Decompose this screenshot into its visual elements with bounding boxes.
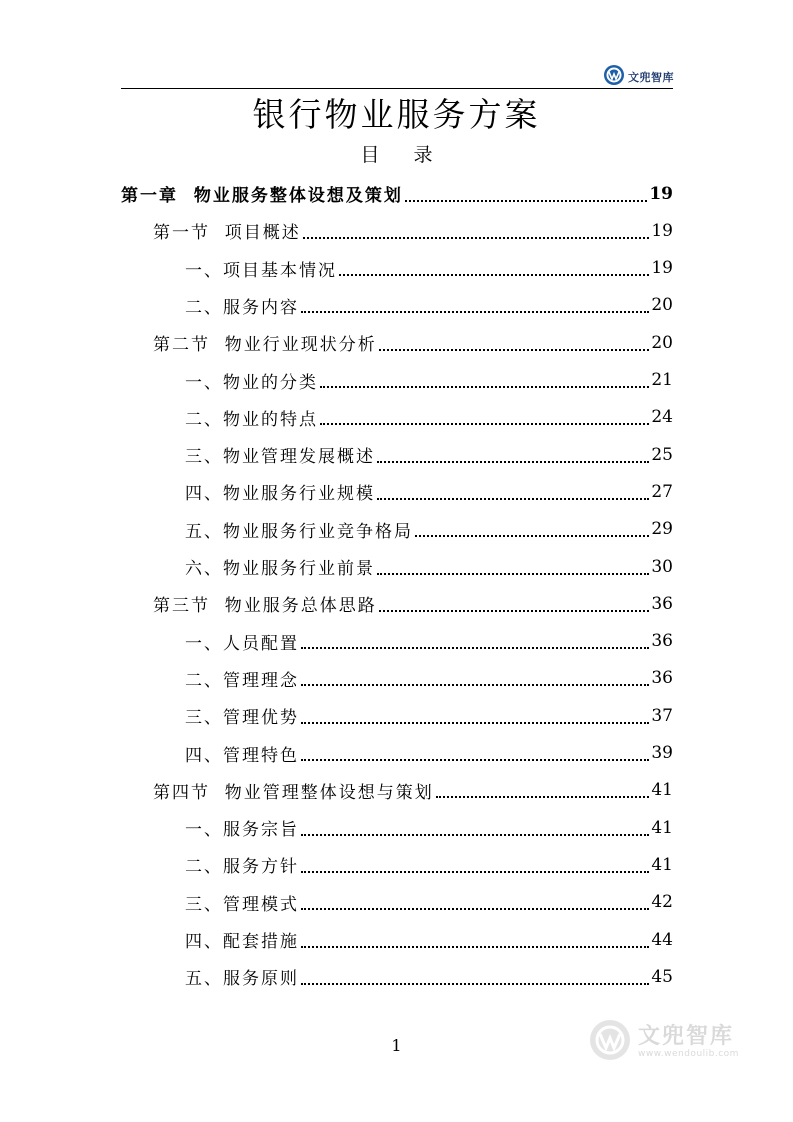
toc-heading: 目 录 bbox=[360, 144, 447, 166]
toc-leader-dots bbox=[320, 423, 649, 425]
toc-entry-label: 二、服务内容 bbox=[185, 297, 299, 318]
toc-subsection-entry[interactable] bbox=[185, 511, 673, 548]
toc-leader-dots bbox=[379, 349, 650, 351]
document-title: 银行物业服务方案 bbox=[252, 95, 541, 134]
toc-leader-dots bbox=[301, 759, 649, 761]
toc-entry-label: 三、物业管理发展概述 bbox=[185, 447, 375, 468]
toc-leader-dots bbox=[301, 983, 649, 985]
header-logo bbox=[603, 64, 674, 90]
toc-entry-page: 36 bbox=[651, 668, 673, 689]
toc-subsection-entry[interactable] bbox=[185, 250, 673, 287]
toc-entry-label: 一、服务宗旨 bbox=[185, 820, 299, 841]
toc-entry-label: 第三节 物业服务总体思路 bbox=[153, 596, 377, 617]
toc-entry-page: 41 bbox=[651, 854, 673, 875]
toc-entry-page: 39 bbox=[651, 743, 673, 763]
toc-entry-label: 四、配套措施 bbox=[185, 932, 299, 952]
toc-leader-dots bbox=[377, 498, 649, 500]
toc-section-entry[interactable] bbox=[153, 772, 673, 809]
toc-entry-label: 第二节 物业行业现状分析 bbox=[153, 335, 377, 356]
toc-subsection-entry[interactable] bbox=[185, 548, 673, 585]
toc-subsection-entry[interactable] bbox=[185, 473, 673, 510]
toc-subsection-entry[interactable] bbox=[185, 436, 673, 473]
toc-entry-page: 20 bbox=[651, 332, 673, 353]
toc-entry-page: 20 bbox=[651, 295, 673, 316]
toc-leader-dots bbox=[377, 461, 649, 463]
toc-subsection-entry[interactable] bbox=[185, 735, 673, 772]
toc-entry-page: 19 bbox=[649, 183, 673, 204]
toc-leader-dots bbox=[301, 908, 649, 910]
toc-leader-dots bbox=[320, 386, 649, 388]
toc-leader-dots bbox=[301, 647, 649, 649]
toc-leader-dots bbox=[301, 311, 649, 313]
toc-entry-page: 42 bbox=[651, 892, 673, 913]
toc-entry-label: 二、管理理念 bbox=[185, 670, 299, 691]
toc-subsection-entry[interactable] bbox=[185, 399, 673, 436]
watermark bbox=[588, 1018, 739, 1066]
toc-subsection-entry[interactable] bbox=[185, 660, 673, 697]
toc-entry-label: 第一章 物业服务整体设想及策划 bbox=[121, 186, 403, 206]
wendou-logo-icon bbox=[603, 64, 625, 90]
toc-entry-label: 第一节 项目概述 bbox=[153, 223, 301, 244]
toc-leader-dots bbox=[339, 274, 649, 276]
toc-entry-label: 三、管理优势 bbox=[185, 708, 299, 729]
toc-subsection-entry[interactable] bbox=[185, 623, 673, 660]
toc-entry-label: 二、服务方针 bbox=[185, 857, 299, 878]
toc-entry-label: 五、物业服务行业竞争格局 bbox=[185, 521, 413, 542]
toc-entry-label: 一、物业的分类 bbox=[185, 372, 318, 393]
toc-entry-page: 29 bbox=[651, 519, 673, 540]
toc-leader-dots bbox=[405, 200, 647, 202]
toc-entry-page: 36 bbox=[651, 593, 673, 614]
toc-entry-page: 45 bbox=[651, 966, 673, 987]
page-number: 1 bbox=[391, 1036, 402, 1055]
toc-entry-label: 第四节 物业管理整体设想与策划 bbox=[153, 782, 434, 803]
toc-subsection-entry[interactable] bbox=[185, 921, 673, 958]
watermark-url: www.wendoulib.com bbox=[638, 1048, 739, 1059]
toc-entry-page: 19 bbox=[651, 258, 673, 279]
toc-entry-page: 25 bbox=[651, 444, 673, 465]
toc-leader-dots bbox=[303, 237, 650, 239]
toc-entry-label: 一、人员配置 bbox=[185, 633, 299, 654]
toc-entry-page: 27 bbox=[651, 481, 673, 502]
toc-entry-page: 24 bbox=[651, 407, 673, 428]
wendou-watermark-icon bbox=[588, 1018, 632, 1066]
toc-leader-dots bbox=[301, 871, 649, 873]
toc-leader-dots bbox=[301, 722, 649, 724]
toc-entry-page: 36 bbox=[651, 631, 673, 652]
toc-section-entry[interactable] bbox=[153, 585, 673, 622]
toc-section-entry[interactable] bbox=[153, 212, 673, 249]
toc-subsection-entry[interactable] bbox=[185, 958, 673, 995]
toc-subsection-entry[interactable] bbox=[185, 697, 673, 734]
toc-subsection-entry[interactable] bbox=[185, 809, 673, 846]
toc-entry-page: 41 bbox=[651, 780, 673, 801]
toc-leader-dots bbox=[379, 610, 650, 612]
toc-chapter-entry[interactable] bbox=[121, 175, 673, 212]
toc-entry-label: 五、服务原则 bbox=[185, 969, 299, 990]
header-logo-text: 文兜智库 bbox=[628, 71, 674, 84]
toc-subsection-entry[interactable] bbox=[185, 287, 673, 324]
toc-entry-label: 四、管理特色 bbox=[185, 745, 299, 766]
toc-subsection-entry[interactable] bbox=[185, 846, 673, 883]
watermark-name: 文兜智库 bbox=[638, 1023, 735, 1049]
toc-entry-label: 一、项目基本情况 bbox=[185, 260, 337, 281]
toc-entry-label: 三、管理模式 bbox=[185, 894, 299, 915]
toc-entry-page: 30 bbox=[651, 556, 673, 577]
toc-entry-page: 44 bbox=[651, 929, 673, 950]
toc-section-entry[interactable] bbox=[153, 324, 673, 361]
toc-leader-dots bbox=[301, 834, 649, 836]
toc-leader-dots bbox=[301, 684, 649, 686]
toc-leader-dots bbox=[415, 535, 649, 537]
toc-leader-dots bbox=[377, 573, 649, 575]
header-rule bbox=[121, 88, 673, 89]
toc-entry-page: 19 bbox=[651, 220, 673, 241]
toc-entry-label: 六、物业服务行业前景 bbox=[185, 559, 375, 579]
toc-entry-label: 二、物业的特点 bbox=[185, 409, 318, 430]
toc-leader-dots bbox=[436, 796, 650, 798]
toc-entry-page: 21 bbox=[651, 370, 673, 390]
toc-subsection-entry[interactable] bbox=[185, 362, 673, 399]
toc-subsection-entry[interactable] bbox=[185, 884, 673, 921]
toc-leader-dots bbox=[301, 946, 649, 948]
toc-entry-page: 37 bbox=[651, 705, 673, 726]
toc-entry-label: 四、物业服务行业规模 bbox=[185, 484, 375, 505]
toc-entry-page: 41 bbox=[651, 817, 673, 838]
